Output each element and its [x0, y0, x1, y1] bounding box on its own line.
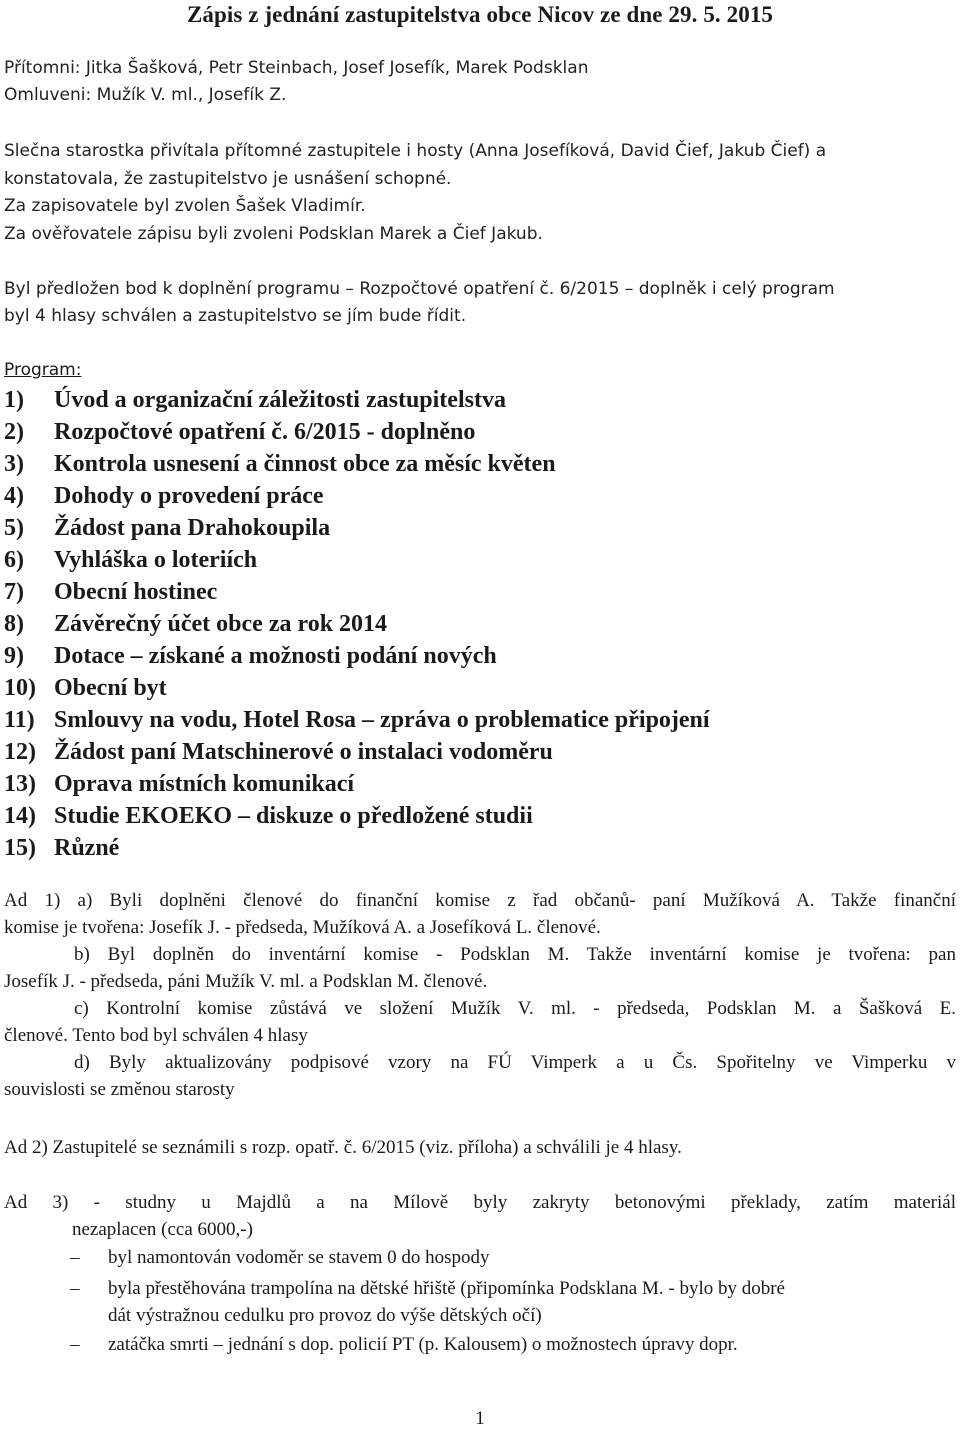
program-item-number: 8)	[4, 611, 24, 637]
program-item	[4, 834, 119, 862]
program-item-text: Žádost paní Matschinerové o instalaci vodoměru	[54, 739, 553, 765]
ad3-item-text: byla přestěhována trampolína na dětské hřiště (připomínka Podsklana M. - bylo by dobré	[108, 1278, 785, 1299]
program-item	[4, 450, 556, 478]
program-item-text: Studie EKOEKO – diskuze o předložené studii	[54, 803, 533, 829]
program-item-number: 4)	[4, 483, 24, 509]
program-item-number: 10)	[4, 675, 36, 701]
program-item-text: Obecní hostinec	[54, 579, 218, 605]
program-item	[4, 514, 330, 542]
program-item-number: 11)	[4, 707, 35, 733]
program-item-number: 6)	[4, 547, 24, 573]
program-item	[4, 706, 710, 734]
intro-line-3: Za zapisovatele byl zvolen Šašek Vladimír.	[4, 196, 366, 216]
program-item-number: 7)	[4, 579, 24, 605]
program-item-number: 2)	[4, 419, 24, 445]
dash-bullet: –	[70, 1278, 80, 1299]
program-item	[4, 738, 553, 766]
intro-line-2: konstatovala, že zastupitelstvo je usnášení schopné.	[4, 169, 452, 189]
ad3-line-1: Ad 3) - studny u Majdlů a na Mílově byly zakryty betonovými překlady, zatím materiál	[4, 1192, 956, 1213]
ad3-dash-item	[70, 1246, 490, 1270]
ad1-a-line-2: komise je tvořena: Josefík J. - předseda, Mužíková A. a Josefíková L. členové.	[4, 917, 601, 938]
program-item-number: 15)	[4, 835, 36, 861]
program-item-number: 14)	[4, 803, 36, 829]
ad3-line-2: nezaplacen (cca 6000,-)	[72, 1219, 253, 1240]
program-item-text: Závěrečný účet obce za rok 2014	[54, 611, 388, 637]
dash-bullet: –	[70, 1247, 80, 1268]
program-item-text: Úvod a organizační záležitosti zastupitelstva	[54, 387, 506, 413]
program-item-text: Vyhláška o loteriích	[54, 547, 258, 573]
program-item-text: Žádost pana Drahokoupila	[54, 515, 331, 541]
program-item	[4, 802, 533, 830]
proposal-line-2: byl 4 hlasy schválen a zastupitelstvo se jím bude řídit.	[4, 306, 467, 326]
program-item-text: Dohody o provedení práce	[54, 483, 324, 509]
program-item-number: 9)	[4, 643, 24, 669]
program-item	[4, 386, 506, 414]
program-item	[4, 674, 167, 702]
program-item-number: 13)	[4, 771, 36, 797]
program-item-text: Smlouvy na vodu, Hotel Rosa – zpráva o problematice připojení	[54, 707, 710, 733]
program-item	[4, 770, 354, 798]
ad2-line: Ad 2) Zastupitelé se seznámili s rozp. opatř. č. 6/2015 (viz. příloha) a schválili je 4 hlasy.	[4, 1137, 682, 1158]
program-item-number: 5)	[4, 515, 24, 541]
program-item-number: 12)	[4, 739, 36, 765]
proposal-line-1: Byl předložen bod k doplnění programu – Rozpočtové opatření č. 6/2015 – doplněk i celý program	[4, 279, 835, 299]
ad3-item-text: byl namontován vodoměr se stavem 0 do hospody	[108, 1247, 490, 1268]
present-line: Přítomni: Jitka Šašková, Petr Steinbach, Josef Josefík, Marek Podsklan	[4, 58, 589, 78]
excused-line: Omluveni: Mužík V. ml., Josefík Z.	[4, 85, 287, 105]
program-item-text: Kontrola usnesení a činnost obce za měsíc květen	[54, 451, 556, 477]
intro-line-4: Za ověřovatele zápisu byli zvoleni Podsklan Marek a Čief Jakub.	[4, 224, 543, 244]
ad1-b-line-2: Josefík J. - předseda, páni Mužík V. ml. a Podsklan M. členové.	[4, 971, 488, 992]
program-item	[4, 482, 324, 510]
program-item-text: Různé	[54, 835, 120, 861]
program-item	[4, 546, 257, 574]
program-item	[4, 418, 475, 446]
ad1-b-line-1: b) Byl doplněn do inventární komise - Podsklan M. Takže inventární komise je tvořena: pan	[74, 944, 956, 965]
program-item-number: 1)	[4, 387, 24, 413]
ad1-c-line-1: c) Kontrolní komise zůstává ve složení Mužík V. ml. - předseda, Podsklan M. a Šašková E.	[74, 998, 956, 1019]
program-item-text: Dotace – získané a možnosti podání nových	[54, 643, 497, 669]
ad1-c-line-2: členové. Tento bod byl schválen 4 hlasy	[4, 1025, 308, 1046]
ad3-item-continuation: dát výstražnou cedulku pro provoz do výše dětských očí)	[108, 1305, 542, 1326]
ad3-item-text: zatáčka smrti – jednání s dop. policií PT (p. Kalousem) o možnostech úpravy dopr.	[108, 1334, 738, 1355]
page-number: 1	[475, 1408, 485, 1429]
ad3-dash-item	[70, 1277, 956, 1301]
intro-line-1: Slečna starostka přivítala přítomné zastupitele i hosty (Anna Josefíková, David Čief, Jakub Čief) a	[4, 141, 827, 161]
ad3-dash-item	[70, 1333, 738, 1357]
program-item-text: Obecní byt	[54, 675, 167, 701]
document-title: Zápis z jednání zastupitelstva obce Nicov ze dne 29. 5. 2015	[186, 2, 774, 27]
program-item	[4, 642, 497, 670]
ad1-d-line-2: souvislosti se změnou starosty	[4, 1079, 235, 1100]
program-item	[4, 578, 217, 606]
dash-bullet: –	[70, 1334, 80, 1355]
program-item-text: Oprava místních komunikací	[54, 771, 355, 797]
program-item-text: Rozpočtové opatření č. 6/2015 - doplněno	[54, 419, 476, 445]
ad1-d-line-1: d) Byly aktualizovány podpisové vzory na FÚ Vimperk a u Čs. Spořitelny ve Vimperku v	[74, 1052, 956, 1073]
ad1-a-line-1: Ad 1) a) Byli doplněni členové do finanční komise z řad občanů- paní Mužíková A. Takže finanční	[4, 890, 956, 911]
program-heading: Program:	[4, 360, 82, 380]
program-item	[4, 610, 387, 638]
program-item-number: 3)	[4, 451, 24, 477]
